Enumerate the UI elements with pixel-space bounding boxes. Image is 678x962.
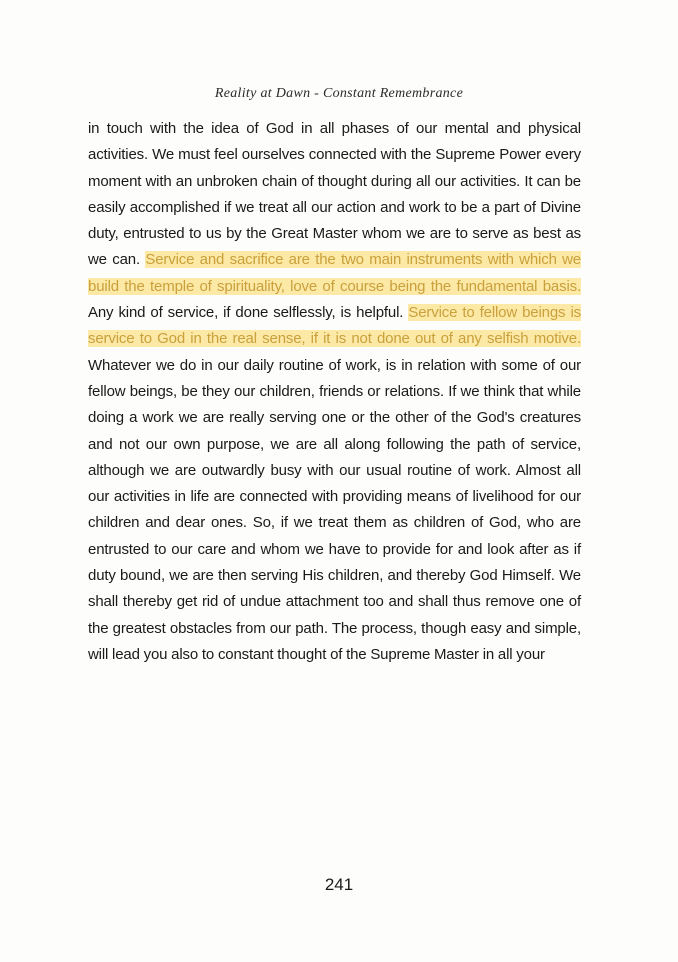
text-segment: Any kind of service, if done selflessly, is helpful. (88, 304, 409, 322)
body-paragraph (88, 116, 581, 668)
text-segment: Whatever we do in our daily routine of work, is in relation with some of our fellow beings, be they our children, friends or relations. If we think that while doing a work we are really serving one or the other of the God's creatures and not our own purpose, we are all along following the path of service, although we are outwardly busy with our usual routine of work. Almost all our activities in life are connected with providing means of livelihood for our children and dear ones. So, if we treat them as children of God, who are entrusted to our care and whom we have to provide for and look after as if duty bound, we are then serving His children, and thereby God Himself. We shall thereby get rid of undue attachment too and shall thus remove one of the greatest obstacles from our path. The process, though easy and simple, will lead you also to constant thought of the Supreme Master in all your (88, 356, 581, 663)
highlighted-passage[interactable]: Service to fellow beings is service to God in the real sense, if it is not done out of any selfish motive. (88, 304, 581, 348)
running-header: Reality at Dawn - Constant Remembrance (214, 86, 464, 101)
highlighted-passage[interactable]: Service and sacrifice are the two main instruments with which we build the temple of spirituality, love of course being the fundamental basis. (88, 251, 581, 295)
page-number: 241 (324, 875, 354, 894)
text-segment: in touch with the idea of God in all phases of our mental and physical activities. We must feel ourselves connected with the Supreme Power every moment with an unbroken chain of thought during all our activities. It can be easily accomplished if we treat all our action and work to be a part of Divine duty, entrusted to us by the Great Master whom we are to serve as best as we can. (88, 120, 581, 269)
